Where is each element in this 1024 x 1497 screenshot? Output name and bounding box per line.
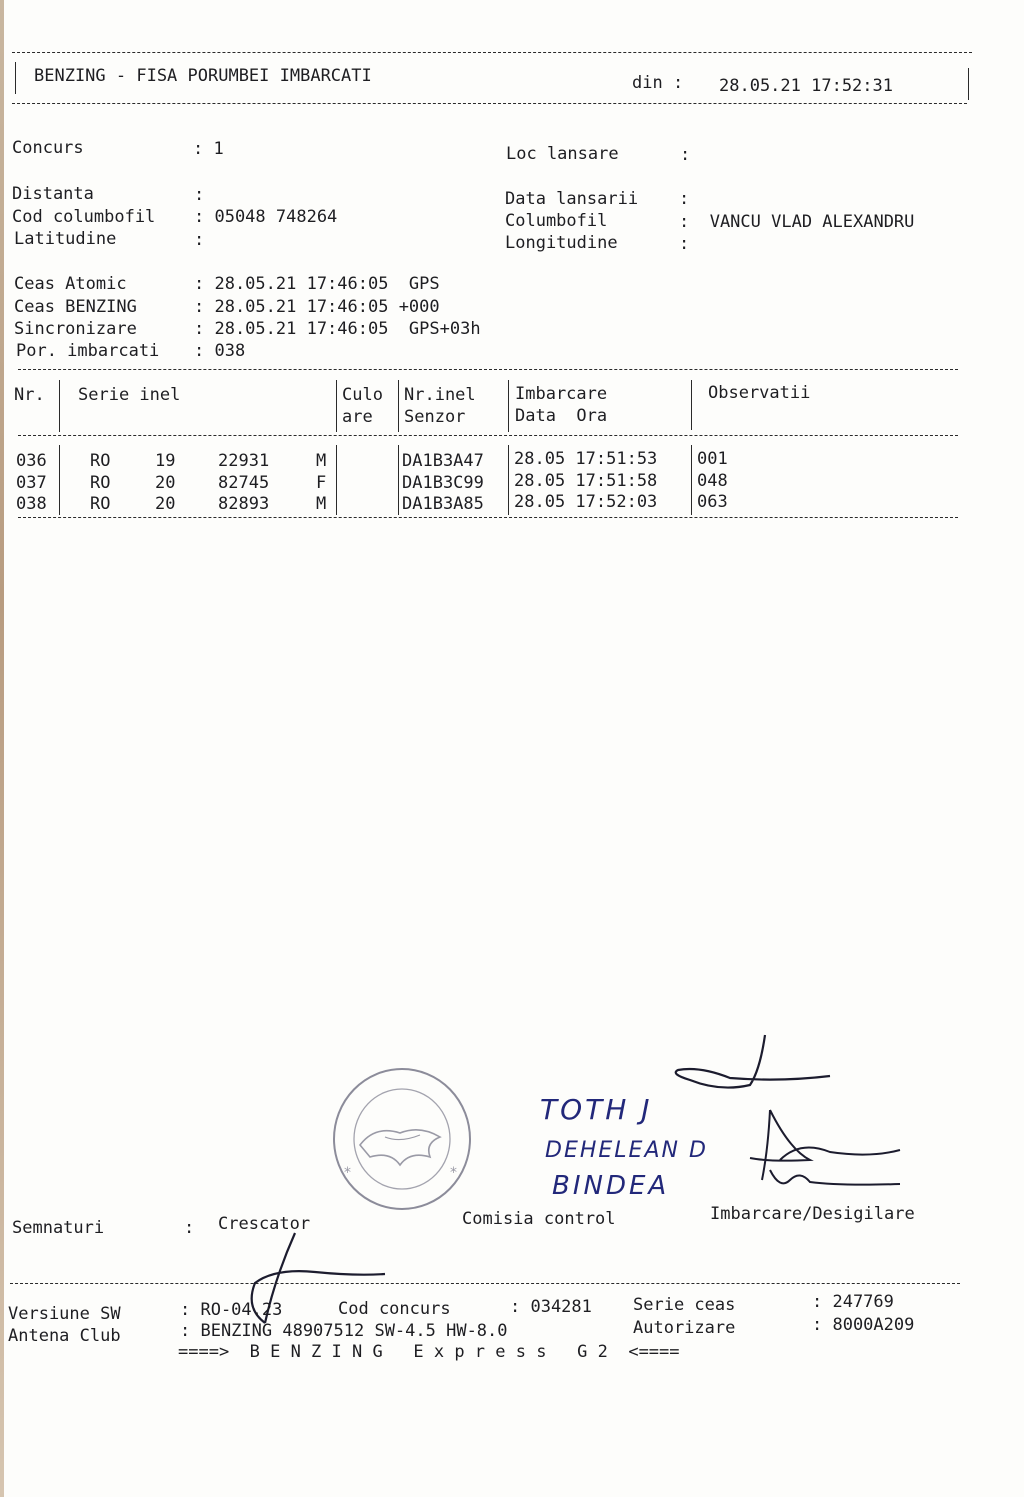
- col-bar-1: [59, 380, 60, 432]
- table-bottom-rule: [18, 517, 958, 518]
- cell-obs: 048: [697, 471, 728, 491]
- th-culoare-1: Culo: [342, 385, 383, 405]
- cell-inel: 22931: [218, 451, 270, 471]
- comisia-control-label: Comisia control: [462, 1209, 616, 1229]
- cod-concurs-label: Cod concurs: [338, 1299, 451, 1319]
- date-label: din :: [632, 73, 684, 93]
- col-bar-5b: [691, 445, 692, 515]
- th-nr: Nr.: [14, 385, 45, 405]
- latitudine-sep: :: [194, 230, 205, 250]
- date-value: 28.05.21 17:52:31: [719, 76, 893, 96]
- versiune-sw-value: : RO-04.23: [180, 1300, 283, 1320]
- data-lansarii-sep: :: [679, 189, 690, 209]
- col-bar-3: [398, 380, 399, 432]
- col-bar-2b: [336, 445, 337, 515]
- cell-tara: RO: [90, 451, 111, 471]
- th-imbarcare-2: Data Ora: [515, 406, 608, 426]
- por-imbarcati-value: : 038: [194, 341, 246, 361]
- imbarcare-desigilare-label: Imbarcare/Desigilare: [710, 1204, 915, 1224]
- autorizare-label: Autorizare: [633, 1318, 736, 1338]
- header-bottom-rule: [12, 103, 967, 104]
- header-top-rule: [12, 52, 972, 53]
- distanta-label: Distanta: [12, 184, 94, 204]
- serie-ceas-label: Serie ceas: [633, 1295, 736, 1315]
- benzing-express-banner: ====> B E N Z I N G E x p r e s s G 2 <====: [178, 1342, 680, 1362]
- crescator-label: Crescator: [218, 1214, 311, 1234]
- col-bar-5: [691, 380, 692, 430]
- cell-senzor: DA1B3A85: [402, 494, 484, 514]
- paper-edge: [0, 0, 4, 1497]
- distanta-sep: :: [194, 185, 205, 205]
- cell-an: 20: [155, 473, 176, 493]
- cell-an: 20: [155, 494, 176, 514]
- cell-data-ora: 28.05 17:51:58: [514, 471, 658, 491]
- col-bar-1b: [59, 445, 60, 515]
- semnaturi-label: Semnaturi: [12, 1218, 105, 1238]
- cell-senzor: DA1B3C99: [402, 473, 484, 493]
- columbofil-value: : VANCU VLAD ALEXANDRU: [679, 212, 915, 232]
- signature-scribble-right: [740, 1100, 910, 1200]
- cod-concurs-value: : 034281: [510, 1297, 592, 1317]
- table-top-rule: [18, 369, 958, 370]
- col-bar-2: [336, 380, 337, 432]
- loc-lansare-label: Loc lansare: [506, 144, 619, 164]
- serie-ceas-value: : 247769: [812, 1292, 894, 1312]
- cell-sex: F: [316, 473, 327, 493]
- cell-nr: 037: [16, 473, 47, 493]
- latitudine-label: Latitudine: [14, 229, 117, 249]
- handwritten-name-1: TOTH J: [540, 1093, 653, 1126]
- cell-sex: M: [316, 494, 327, 514]
- por-imbarcati-label: Por. imbarcati: [16, 341, 160, 361]
- versiune-sw-label: Versiune SW: [8, 1304, 121, 1324]
- col-bar-3b: [398, 445, 399, 515]
- longitudine-label: Longitudine: [505, 233, 618, 253]
- antena-club-label: Antena Club: [8, 1326, 121, 1346]
- ceas-benzing-value: : 28.05.21 17:46:05 +000: [194, 297, 440, 317]
- cell-tara: RO: [90, 473, 111, 493]
- th-serie-inel: Serie inel: [78, 385, 181, 405]
- longitudine-sep: :: [679, 234, 690, 254]
- cell-inel: 82893: [218, 494, 270, 514]
- document-title: BENZING - FISA PORUMBEI IMBARCATI: [34, 66, 372, 86]
- header-left-border: [15, 62, 16, 94]
- cell-sex: M: [316, 451, 327, 471]
- th-observatii: Observatii: [708, 383, 811, 403]
- sincronizare-label: Sincronizare: [14, 319, 137, 339]
- concurs-value: : 1: [193, 139, 224, 159]
- header-right-border: [968, 68, 969, 100]
- footer-rule: [10, 1283, 960, 1284]
- svg-text:*: *: [344, 1165, 351, 1181]
- cod-columbofil-value: : 05048 748264: [194, 207, 338, 227]
- cell-tara: RO: [90, 494, 111, 514]
- th-culoare-2: are: [342, 407, 373, 427]
- cell-an: 19: [155, 451, 176, 471]
- data-lansarii-label: Data lansarii: [505, 189, 639, 209]
- cell-obs: 001: [697, 449, 728, 469]
- col-bar-4: [508, 380, 509, 432]
- handwritten-name-3: BINDEA: [552, 1171, 670, 1201]
- loc-lansare-sep: :: [680, 145, 691, 165]
- cell-inel: 82745: [218, 473, 270, 493]
- ceas-benzing-label: Ceas BENZING: [14, 297, 137, 317]
- cell-obs: 063: [697, 492, 728, 512]
- ceas-atomic-label: Ceas Atomic: [14, 274, 127, 294]
- cell-data-ora: 28.05 17:51:53: [514, 449, 658, 469]
- concurs-label: Concurs: [12, 138, 84, 158]
- antena-club-value: : BENZING 48907512 SW-4.5 HW-8.0: [180, 1321, 508, 1341]
- cell-nr: 038: [16, 494, 47, 514]
- th-imbarcare-1: Imbarcare: [515, 384, 608, 404]
- club-stamp: [330, 1065, 475, 1213]
- semnaturi-sep: :: [184, 1218, 195, 1238]
- signature-scribble-top: [660, 1030, 840, 1100]
- col-bar-4b: [508, 445, 509, 515]
- th-nrinel-1: Nr.inel: [404, 385, 476, 405]
- autorizare-value: : 8000A209: [812, 1315, 915, 1335]
- table-header-rule: [18, 435, 958, 436]
- cell-data-ora: 28.05 17:52:03: [514, 492, 658, 512]
- cod-columbofil-label: Cod columbofil: [12, 207, 156, 227]
- columbofil-label: Columbofil: [505, 211, 608, 231]
- ceas-atomic-value: : 28.05.21 17:46:05 GPS: [194, 274, 440, 294]
- th-nrinel-2: Senzor: [404, 407, 466, 427]
- svg-text:*: *: [450, 1165, 457, 1181]
- handwritten-name-2: DEHELEAN D: [545, 1138, 708, 1163]
- cell-nr: 036: [16, 451, 47, 471]
- sincronizare-value: : 28.05.21 17:46:05 GPS+03h: [194, 319, 481, 339]
- cell-senzor: DA1B3A47: [402, 451, 484, 471]
